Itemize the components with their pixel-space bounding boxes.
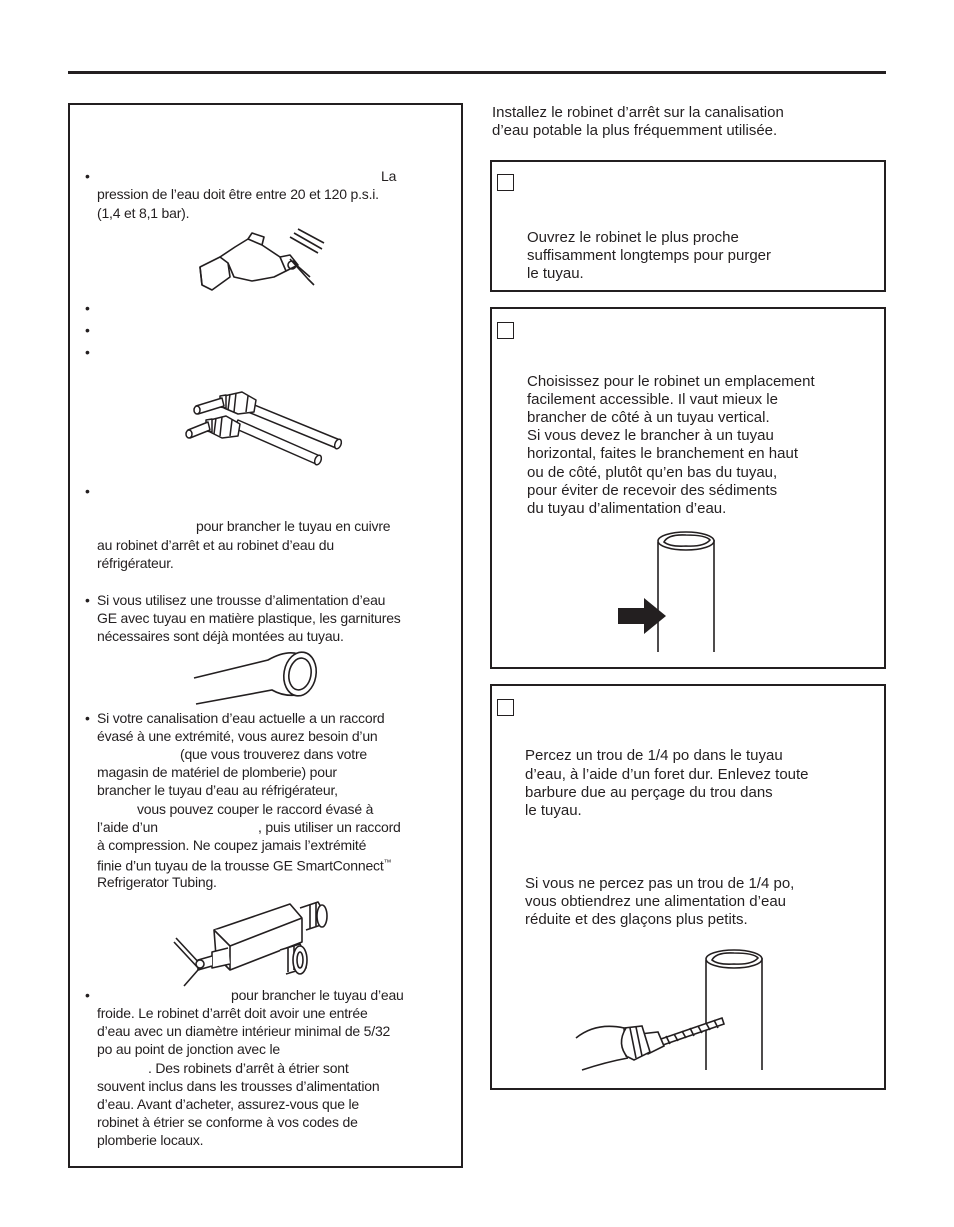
valve-text-5: . Des robinets d’arrêt à étrier sont [148, 1060, 349, 1076]
valve-text-7: d’eau. Avant d’acheter, assurez-vous que le [97, 1096, 359, 1112]
pipe-arrow-icon [614, 530, 724, 655]
step3-text-5: Si vous ne percez pas un trou de 1/4 po, [525, 875, 795, 892]
copper-text-2: au robinet d’arrêt et au robinet d’eau du [97, 537, 334, 553]
flared-text-7b: , puis utiliser un raccord [258, 819, 401, 835]
flared-text-8: à compression. Ne coupez jamais l’extrémité [97, 837, 367, 853]
valve-text-6: souvent inclus dans les trousses d’alimentation [97, 1078, 380, 1094]
step3-checkbox[interactable] [497, 699, 514, 716]
step3-text-1: Percez un trou de 1/4 po dans le tuyau [525, 747, 783, 764]
plastic-text-1: Si vous utilisez une trousse d’alimentation d’eau [97, 592, 386, 608]
step2-text-3: brancher de côté à un tuyau vertical. [527, 409, 770, 426]
step1-text-3: le tuyau. [527, 265, 584, 282]
copper-text-3: réfrigérateur. [97, 555, 174, 571]
bullet: • [85, 300, 90, 316]
bullet: • [85, 987, 90, 1003]
step2-text-8: du tuyau d’alimentation d’eau. [527, 500, 727, 517]
valve-text-9: plomberie locaux. [97, 1132, 204, 1148]
step1-text-2: suffisamment longtemps pour purger [527, 247, 772, 264]
flared-text-9-main: finie d’un tuyau de la trousse GE SmartConnect [97, 857, 384, 874]
plastic-text-3: nécessaires sont déjà montées au tuyau. [97, 628, 344, 644]
bullet: • [85, 322, 90, 338]
step2-text-5: horizontal, faites le branchement en haut [527, 445, 799, 462]
bullet: • [85, 483, 90, 499]
bullet: • [85, 168, 90, 184]
trademark: ™ [383, 858, 392, 867]
header-rule [68, 71, 886, 74]
step3-text-2: d’eau, à l’aide d’un foret dur. Enlevez toute [525, 766, 809, 783]
step2-text-2: facilement accessible. Il vaut mieux le [527, 391, 778, 408]
flared-text-9 [97, 854, 391, 875]
flared-text-10: Refrigerator Tubing. [97, 874, 217, 890]
flared-text-2: évasé à une extrémité, vous aurez besoin d’un [97, 728, 378, 744]
pressure-text-2: pression de l’eau doit être entre 20 et 120 p.s.i. [97, 186, 379, 202]
step1-text-1: Ouvrez le robinet le plus proche [527, 229, 739, 246]
bullet: • [85, 344, 90, 360]
valve-text-1: pour brancher le tuyau d’eau [231, 987, 404, 1003]
step3-text-7: réduite et des glaçons plus petits. [525, 911, 748, 928]
valve-text-2: froide. Le robinet d’arrêt doit avoir une entrée [97, 1005, 368, 1021]
flared-text-6: vous pouvez couper le raccord évasé à [137, 801, 374, 817]
step2-text-1: Choisissez pour le robinet un emplacement [527, 373, 815, 390]
valve-text-4: po au point de jonction avec le [97, 1041, 280, 1057]
step3-text-4: le tuyau. [525, 802, 582, 819]
flared-text-3: (que vous trouverez dans votre [180, 746, 367, 762]
step2-text-7: pour éviter de recevoir des sédiments [527, 482, 778, 499]
pressure-text-1: La [381, 168, 397, 184]
saddle-valve-icon [172, 900, 342, 988]
copper-tubes-icon [190, 390, 350, 470]
flared-text-7a: l’aide d’un [97, 819, 158, 835]
step3-text-3: barbure due au perçage du trou dans [525, 784, 773, 801]
step1-checkbox[interactable] [497, 174, 514, 191]
valve-text-3: d’eau avec un diamètre intérieur minimal de 5/32 [97, 1023, 391, 1039]
plastic-tube-icon [190, 646, 320, 708]
flared-text-4: magasin de matériel de plomberie) pour [97, 764, 337, 780]
plastic-text-2: GE avec tuyau en matière plastique, les garnitures [97, 610, 401, 626]
step2-text-6: ou de côté, plutôt qu’en bas du tuyau, [527, 464, 778, 481]
intro-text-2: d’eau potable la plus fréquemment utilisée. [492, 122, 778, 139]
copper-text-1: pour brancher le tuyau en cuivre [196, 518, 391, 534]
bullet: • [85, 592, 90, 608]
bullet: • [85, 710, 90, 726]
step2-text-4: Si vous devez le brancher à un tuyau [527, 427, 774, 444]
pipe-drill-icon [576, 948, 776, 1073]
step2-checkbox[interactable] [497, 322, 514, 339]
pressure-text-3: (1,4 et 8,1 bar). [97, 205, 190, 221]
flared-text-5: brancher le tuyau d’eau au réfrigérateur, [97, 782, 338, 798]
drill-icon [190, 225, 330, 295]
step3-text-6: vous obtiendrez une alimentation d’eau [525, 893, 787, 910]
intro-text-1: Installez le robinet d’arrêt sur la canalisation [492, 104, 784, 121]
flared-text-1: Si votre canalisation d’eau actuelle a un raccord [97, 710, 385, 726]
valve-text-8: robinet à étrier se conforme à vos codes de [97, 1114, 358, 1130]
